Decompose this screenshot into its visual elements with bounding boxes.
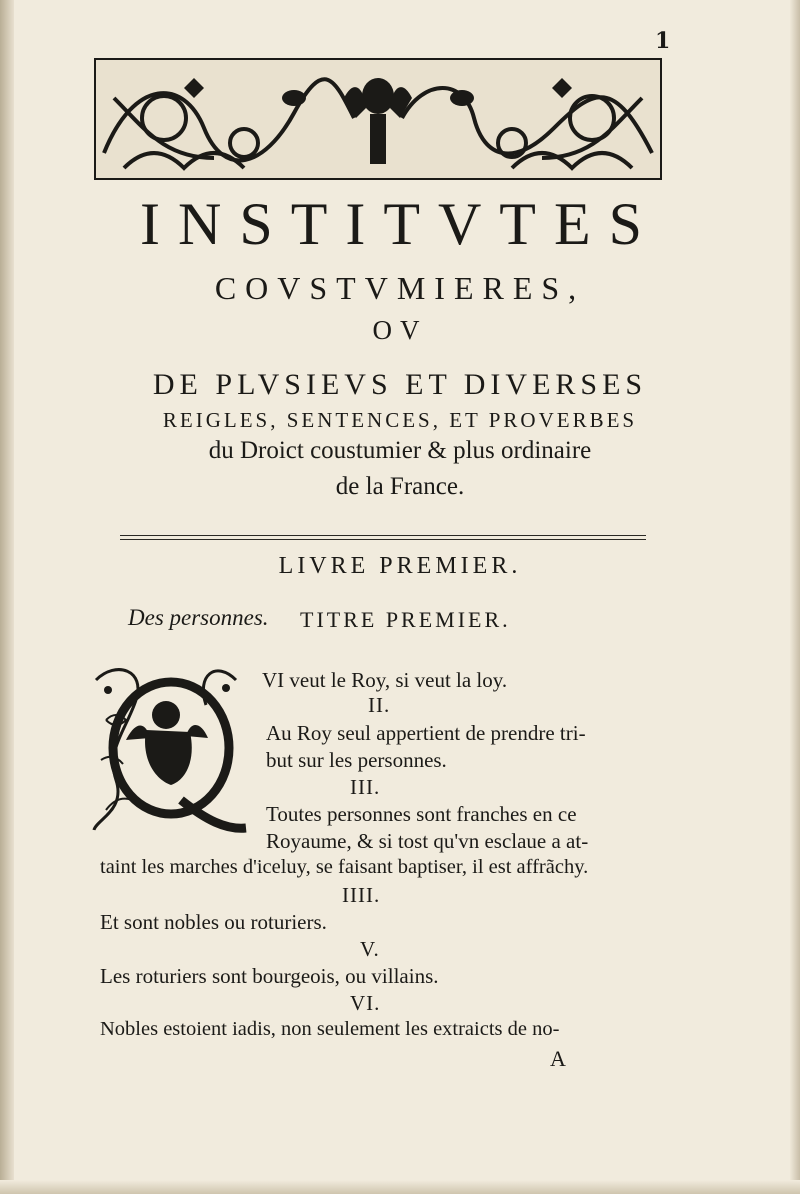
article-3-number: III. [350, 775, 381, 799]
section-title: TITRE PREMIER. [300, 607, 511, 632]
title-line-6: du Droict coustumier & plus ordinaire [208, 437, 592, 464]
signature-mark: A [550, 1046, 566, 1071]
page-right-edge [790, 0, 800, 1194]
title-line-2: COVSTVMIERES, [214, 270, 586, 306]
article-4-number: IIII. [342, 883, 381, 907]
page-number: 1 [655, 28, 671, 54]
title-line-1: INSTITVTES [140, 191, 660, 257]
article-3-line-2: Royaume, & si tost qu'vn esclaue a at- [266, 829, 589, 853]
title-line-5: REIGLES, SENTENCES, ET PROVERBES [162, 408, 638, 432]
decorated-initial-q-icon [86, 660, 252, 838]
ornamental-headpiece [94, 58, 662, 180]
article-1-text: VI veut le Roy, si veut la loy. [262, 668, 508, 692]
article-2-line-1: Au Roy seul appertient de prendre tri- [266, 721, 586, 745]
article-5-line-1: Les roturiers sont bourgeois, ou villains. [100, 964, 439, 988]
article-3-line-1: Toutes personnes sont franches en ce [266, 802, 577, 826]
section-name: Des personnes. [128, 605, 269, 630]
page-bottom-edge [0, 1180, 800, 1194]
page-left-edge [0, 0, 14, 1194]
title-line-7: de la France. [335, 473, 465, 500]
article-4-line-1: Et sont nobles ou roturiers. [100, 910, 327, 934]
divider-rule [120, 539, 646, 540]
article-3-line-3: taint les marches d'iceluy, se faisant baptiser, il est affrãchy. [100, 856, 589, 878]
book-heading: LIVRE PREMIER. [278, 553, 522, 579]
article-5-number: V. [360, 937, 380, 961]
title-line-4: DE PLVSIEVS ET DIVERSES [152, 368, 648, 401]
title-line-3: OV [372, 315, 428, 345]
divider-rule [120, 535, 646, 536]
article-2-line-2: but sur les personnes. [266, 748, 447, 772]
article-6-line-1: Nobles estoient iadis, non seulement les extraicts de no- [100, 1018, 560, 1040]
article-2-number: II. [368, 693, 391, 717]
article-6-number: VI. [350, 991, 381, 1015]
